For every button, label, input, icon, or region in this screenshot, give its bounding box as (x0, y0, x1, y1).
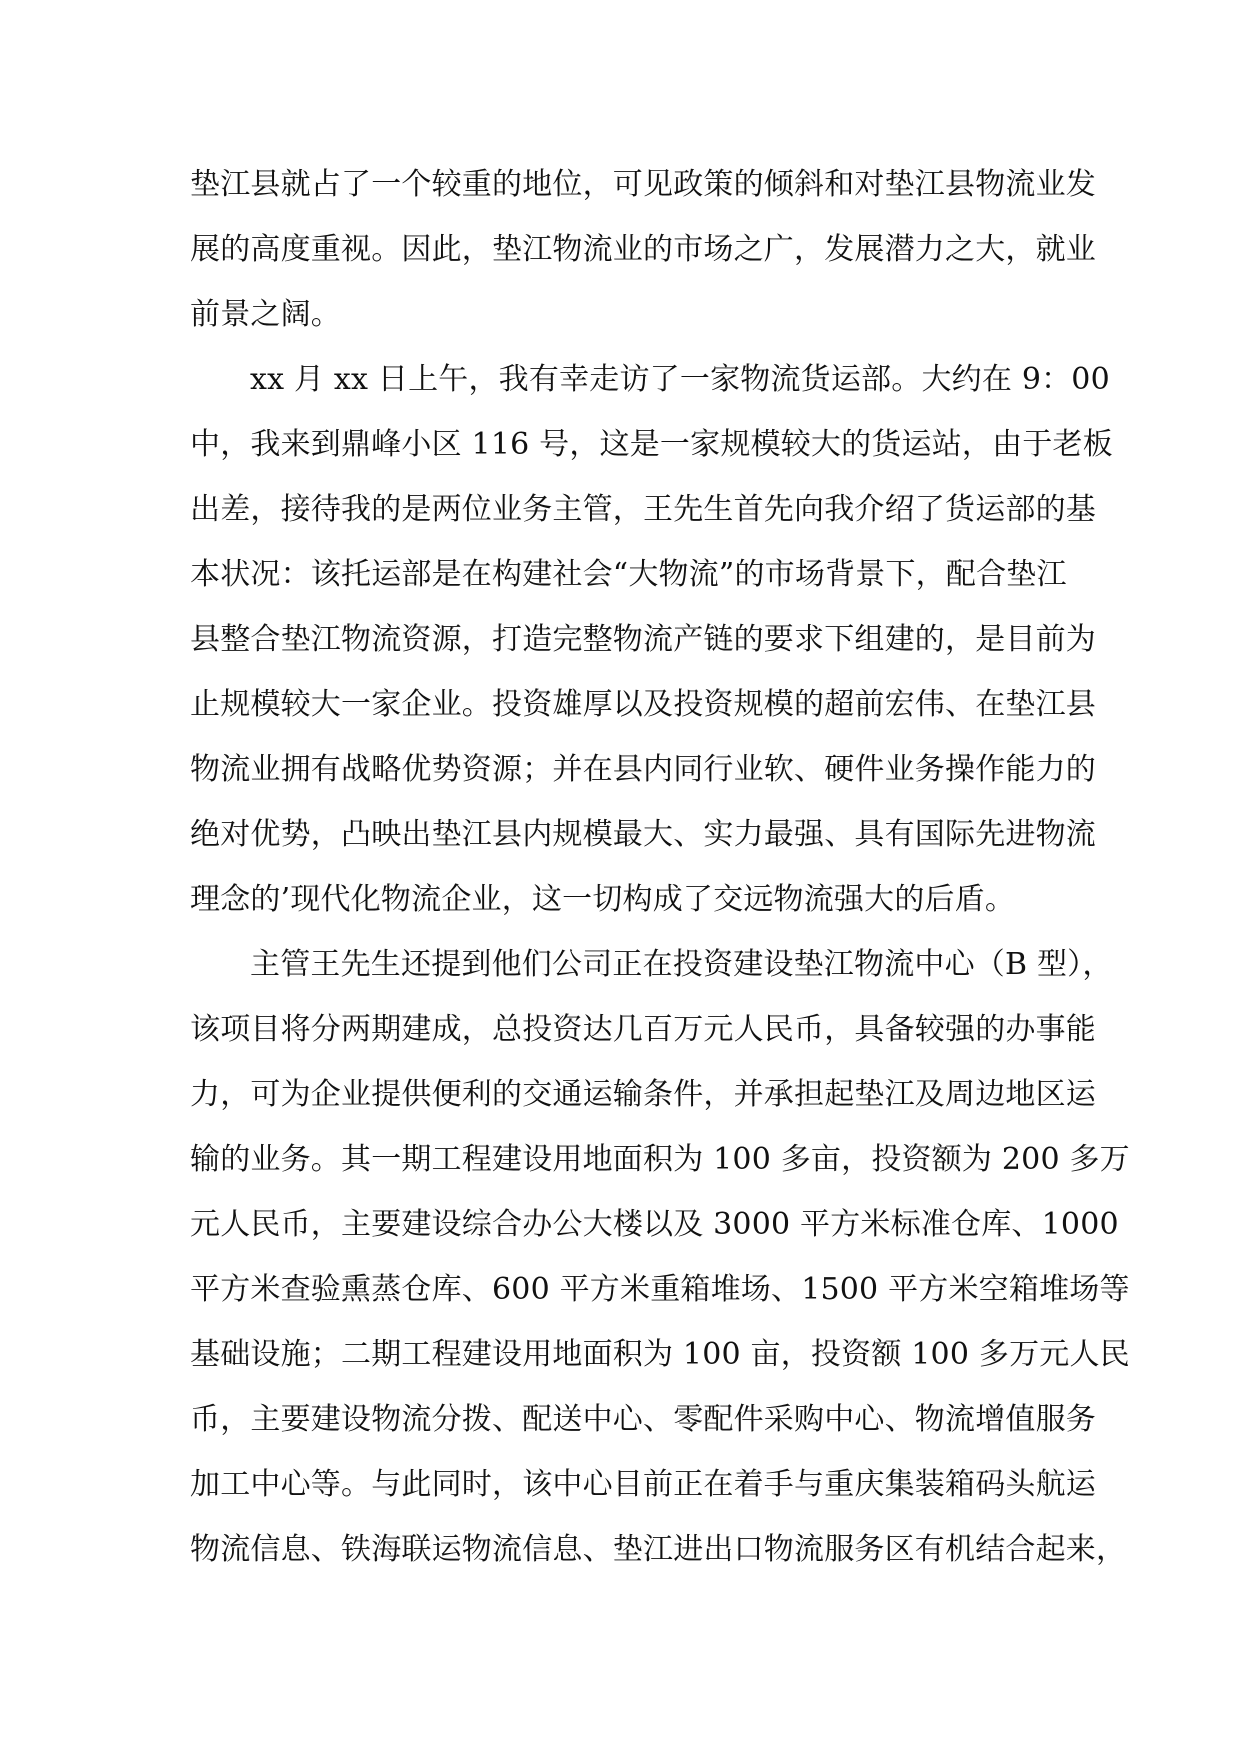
text-line: 输的业务。其一期工程建设用地面积为 100 多亩，投资额为 200 多万 (190, 1142, 1130, 1177)
text-line: 币，主要建设物流分拨、配送中心、零配件采购中心、物流增值服务 (190, 1402, 1096, 1437)
text-line: 平方米查验熏蒸仓库、600 平方米重箱堆场、1500 平方米空箱堆场等 (190, 1272, 1130, 1307)
text-line: 加工中心等。与此同时，该中心目前正在着手与重庆集装箱码头航运 (190, 1467, 1096, 1502)
text-line: 物流业拥有战略优势资源；并在县内同行业软、硬件业务操作能力的 (190, 752, 1096, 787)
text-line: 力，可为企业提供便利的交通运输条件，并承担起垫江及周边地区运 (190, 1077, 1096, 1112)
text-line: 中，我来到鼎峰小区 116 号，这是一家规模较大的货运站，由于老板 (190, 427, 1113, 462)
text-line: 本状况：该托运部是在构建社会“大物流”的市场背景下，配合垫江 (190, 557, 1067, 592)
text-line: 理念的’现代化物流企业，这一切构成了交远物流强大的后盾。 (190, 882, 1016, 917)
text-line: 展的高度重视。因此，垫江物流业的市场之广，发展潜力之大，就业 (190, 232, 1096, 267)
paragraph-1 (190, 152, 1096, 347)
paragraph-3 (190, 932, 1130, 1582)
document-body (190, 152, 1130, 1582)
text-line: 基础设施；二期工程建设用地面积为 100 亩，投资额 100 多万元人民 (190, 1337, 1130, 1372)
text-line: 主管王先生还提到他们公司正在投资建设垫江物流中心（B 型）， (250, 947, 1113, 982)
text-line: 该项目将分两期建成，总投资达几百万元人民币，具备较强的办事能 (190, 1012, 1096, 1047)
text-line: 物流信息、铁海联运物流信息、垫江进出口物流服务区有机结合起来， (190, 1532, 1127, 1567)
text-line: 出差，接待我的是两位业务主管，王先生首先向我介绍了货运部的基 (190, 492, 1096, 527)
text-line: 县整合垫江物流资源，打造完整物流产链的要求下组建的，是目前为 (190, 622, 1096, 657)
text-line: 绝对优势，凸映出垫江县内规模最大、实力最强、具有国际先进物流 (190, 817, 1096, 852)
text-line: 垫江县就占了一个较重的地位，可见政策的倾斜和对垫江县物流业发 (190, 167, 1096, 202)
text-line: 元人民币，主要建设综合办公大楼以及 3000 平方米标准仓库、1000 (190, 1207, 1119, 1242)
text-line: xx 月 xx 日上午，我有幸走访了一家物流货运部。大约在 9：00 (250, 362, 1110, 397)
text-line: 止规模较大一家企业。投资雄厚以及投资规模的超前宏伟、在垫江县 (190, 687, 1096, 722)
text-line: 前景之阔。 (190, 297, 341, 332)
paragraph-2 (190, 347, 1113, 932)
